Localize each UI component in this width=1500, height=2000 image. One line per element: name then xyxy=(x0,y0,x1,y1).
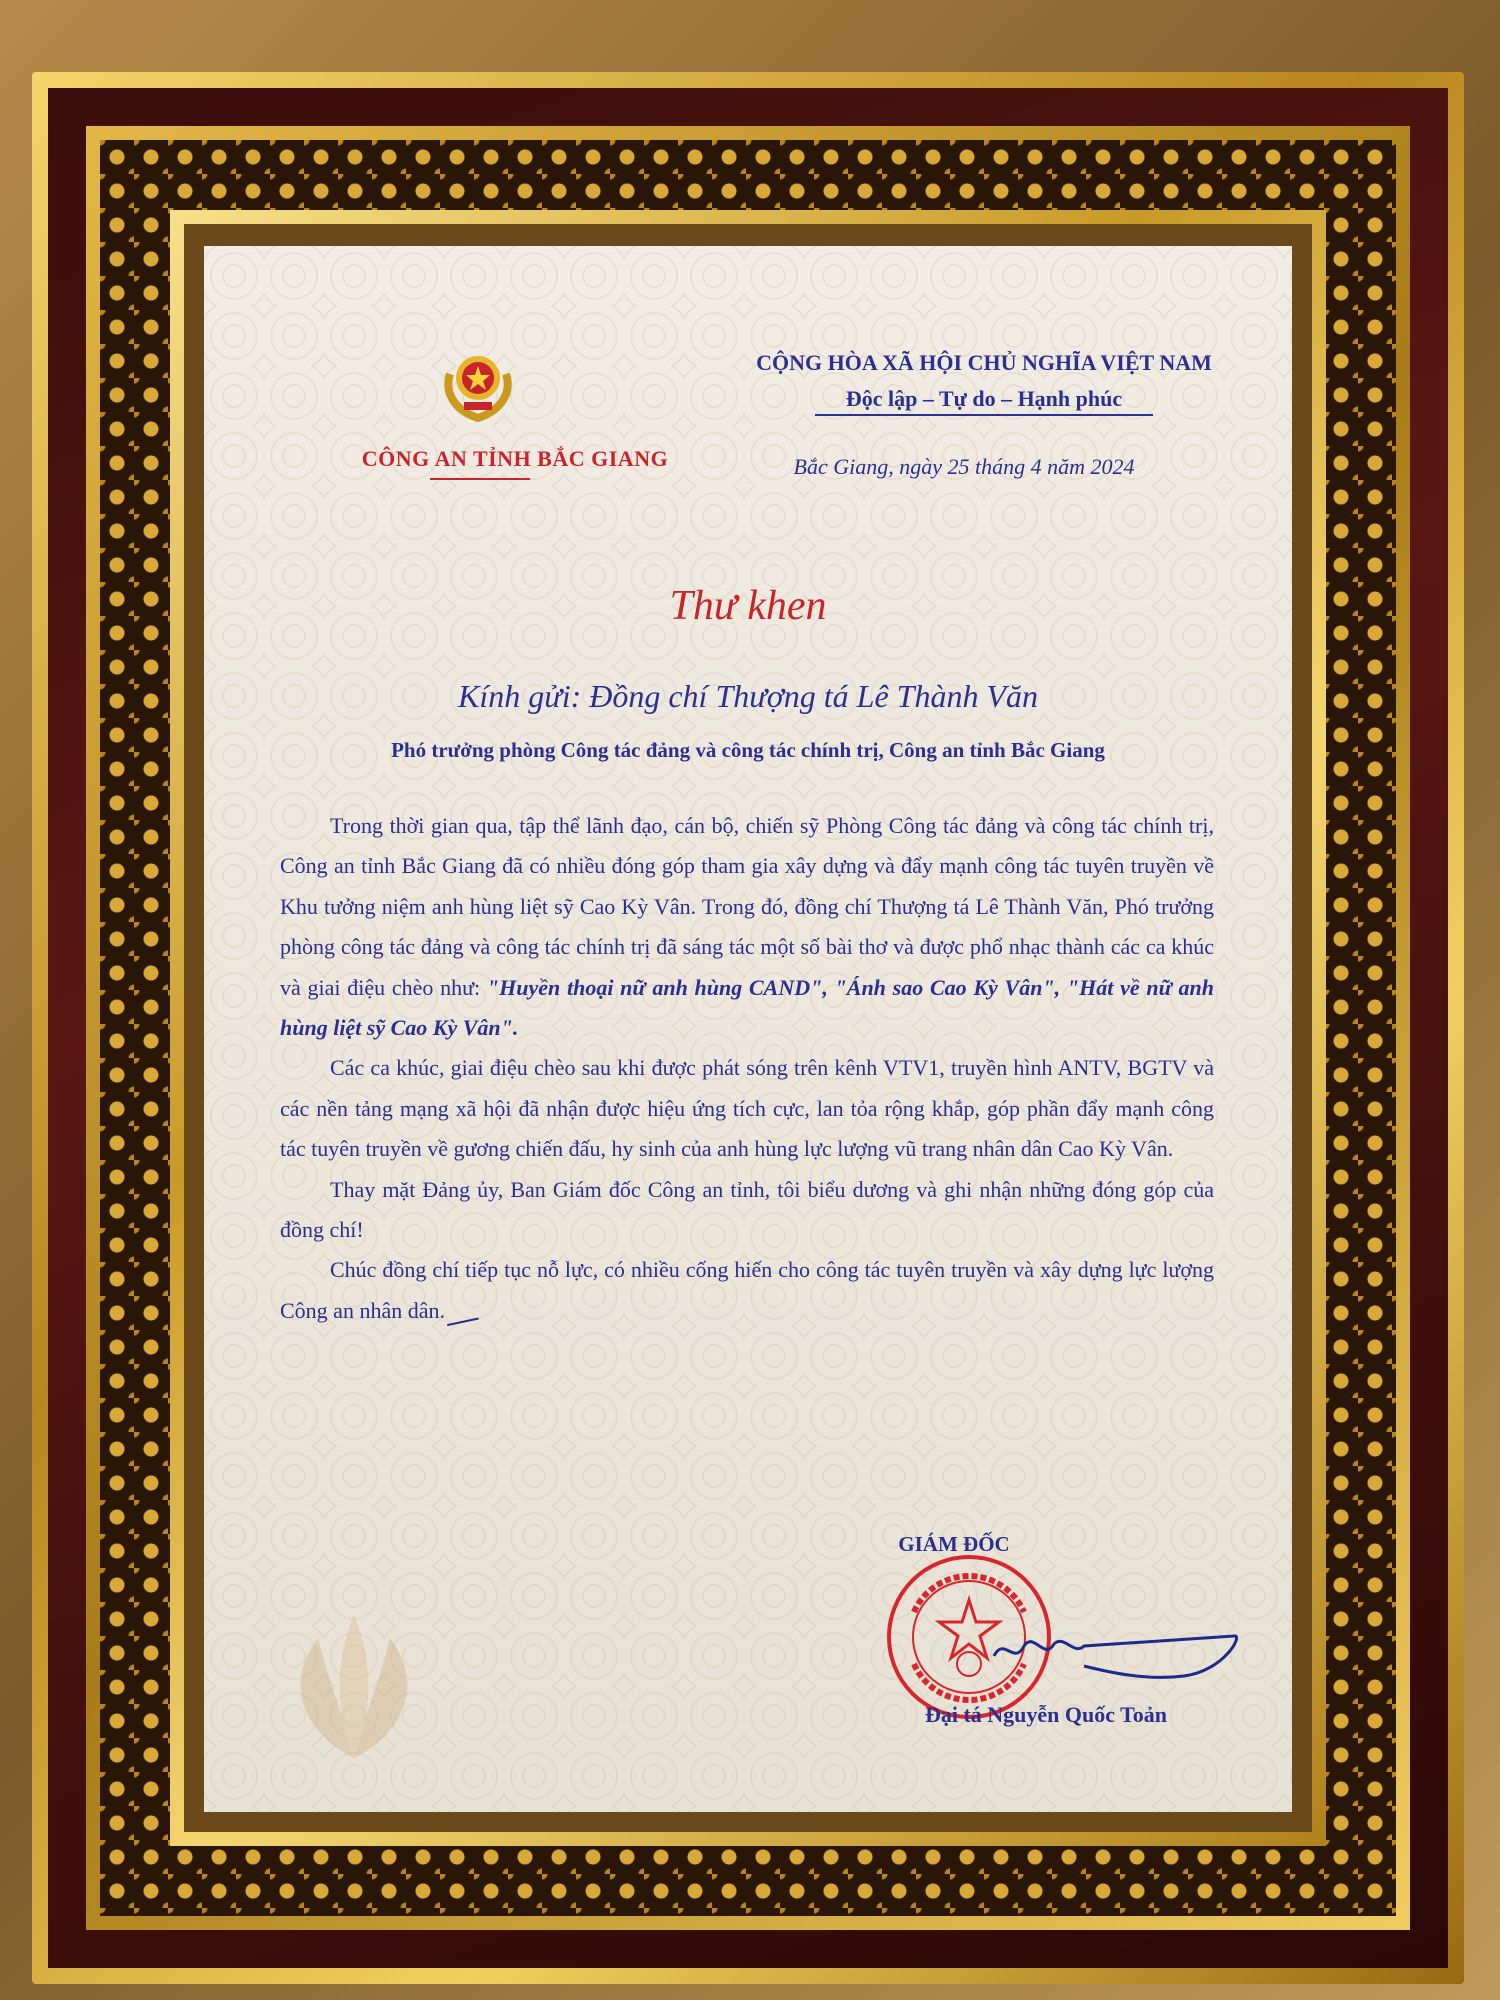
lotus-decoration-icon xyxy=(234,1566,474,1806)
letter-body xyxy=(280,806,1214,1331)
paragraph-1 xyxy=(280,806,1214,1048)
letter-paper xyxy=(204,246,1292,1812)
motto: Độc lập – Tự do – Hạnh phúc xyxy=(845,386,1123,411)
paragraph-3: Thay mặt Đảng ủy, Ban Giám đốc Công an tỉnh, tôi biểu dương và ghi nhận những đóng góp của đồng chí! xyxy=(280,1176,1214,1243)
paragraph-4 xyxy=(280,1250,1214,1331)
paragraph-1-text: Trong thời gian qua, tập thể lãnh đạo, cán bộ, chiến sỹ Phòng Công tác đảng và công tác chính trị, Công an tỉnh Bắc Giang đã có nhiều đóng góp tham gia xây dựng và đẩy mạnh công tác tuyên truyền về Khu tưởng niệm anh hùng liệt sỹ Cao Kỳ Vân. Trong đó, đồng chí Thượng tá Lê Thành Văn, Phó trưởng phòng công tác đảng và công tác chính trị đã sáng tác một số bài thơ và được phổ nhạc thành các ca khúc và giai điệu chèo như: xyxy=(280,813,1214,1000)
signer-name: Đại tá Nguyễn Quốc Toản xyxy=(924,1702,1168,1727)
signer-title: GIÁM ĐỐC xyxy=(898,1532,1010,1556)
place-date: Bắc Giang, ngày 25 tháng 4 năm 2024 xyxy=(793,454,1135,479)
organization-name: CÔNG AN TỈNH BẮC GIANG xyxy=(361,446,669,471)
police-emblem-icon xyxy=(440,344,516,422)
recipient-position: Phó trưởng phòng Công tác đảng và công tác chính trị, Công an tỉnh Bắc Giang xyxy=(391,738,1105,762)
organization-underline xyxy=(430,478,530,480)
paragraph-4-text: Chúc đồng chí tiếp tục nỗ lực, có nhiều cống hiến cho công tác tuyên truyền và xây dựng lực lượng Công an nhân dân. xyxy=(280,1257,1214,1323)
initials-mark xyxy=(443,1300,478,1326)
nation-heading: CỘNG HÒA XÃ HỘI CHỦ NGHĨA VIỆT NAM xyxy=(756,350,1212,375)
recipient: Kính gửi: Đồng chí Thượng tá Lê Thành Văn xyxy=(458,678,1038,714)
paragraph-2: Các ca khúc, giai điệu chèo sau khi được phát sóng trên kênh VTV1, truyền hình ANTV, BGTV và các nền tảng mạng xã hội đã nhận được hiệu ứng tích cực, lan tỏa rộng khắp, góp phần đẩy mạnh công tác tuyên truyền về gương chiến đấu, hy sinh của anh hùng lực lượng vũ trang nhân dân Cao Kỳ Vân. xyxy=(280,1055,1214,1162)
song-titles: "Huyền thoại nữ anh hùng CAND", "Ánh sao Cao Kỳ Vân", "Hát về nữ anh hùng liệt sỹ Cao Kỳ Vân". xyxy=(280,974,1214,1041)
motto-underline xyxy=(815,414,1153,416)
letter-title: Thư khen xyxy=(669,583,827,629)
